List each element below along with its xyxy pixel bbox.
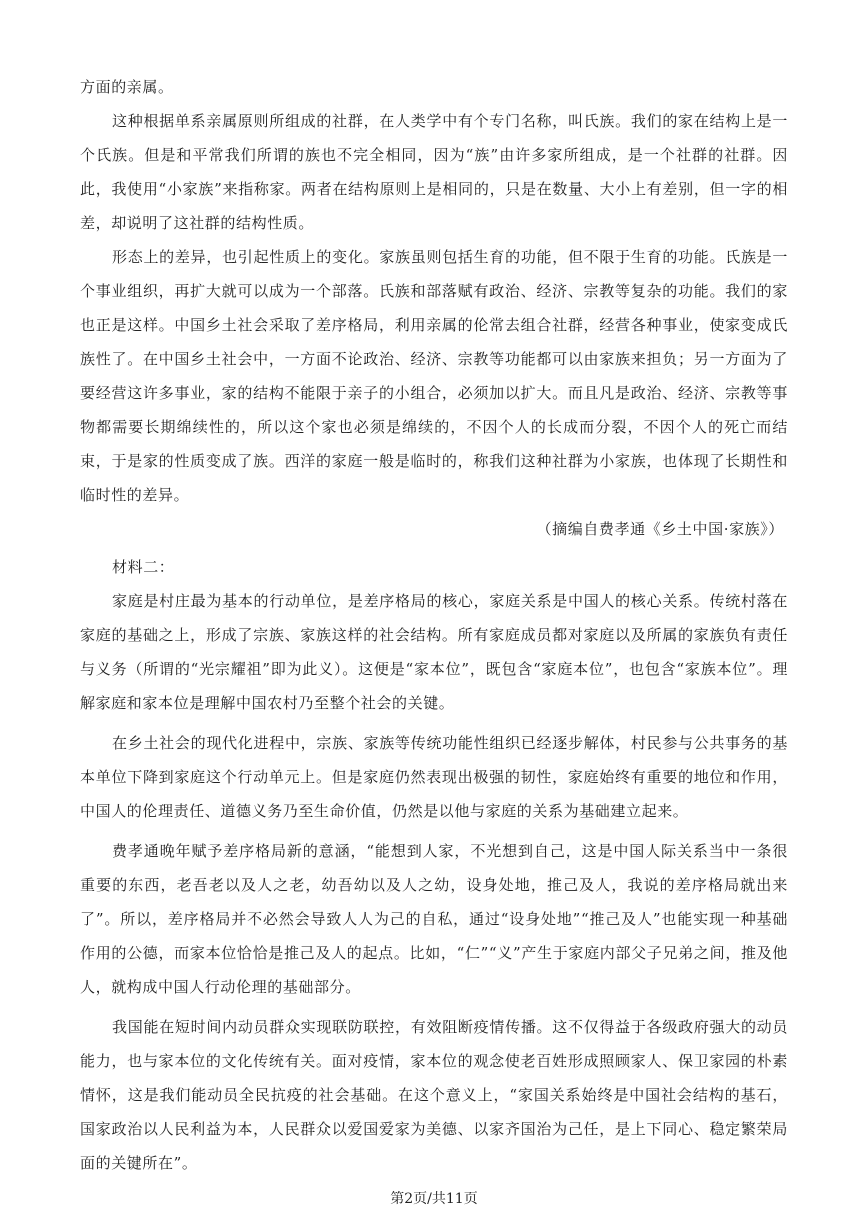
paragraph-family-unit: 家庭是村庄最为基本的行动单位，是差序格局的核心，家庭关系是中国人的核心关系。传统村落在家庭的基础之上，形成了宗族、家族这样的社会结构。所有家庭成员都对家庭以及所属的家族负有责任与义务（所谓的“光宗耀祖”即为此义）。这便是“家本位”，既包含“家庭本位”，也包含“家族本位”。理解家庭和家本位是理解中国农村乃至整个社会的关键。 xyxy=(80,592,788,712)
paragraph-modernization: 在乡土社会的现代化进程中，宗族、家族等传统功能性组织已经逐步解体，村民参与公共事务的基本单位下降到家庭这个行动单元上。但是家庭仍然表现出极强的韧性，家庭始终有重要的地位和作用，中国人的伦理责任、道德义务乃至生命价值，仍然是以他与家庭的关系为基础建立起来。 xyxy=(80,734,788,820)
document-body xyxy=(80,70,788,1180)
paragraph-clan-definition: 这种根据单系亲属原则所组成的社群，在人类学中有个专门名称，叫氏族。我们的家在结构上是一个氏族。但是和平常我们所谓的族也不完全相同，因为“族”由许多家所组成，是一个社群的社群。因此，我使用“小家族”来指称家。两者在结构原则上是相同的，只是在数量、大小上有差别，但一字的相差，却说明了这社群的结构性质。 xyxy=(80,112,788,232)
page-number: 第2页/共11页 xyxy=(390,1191,478,1207)
paragraph-continuation: 方面的亲属。 xyxy=(80,78,174,96)
source-citation: （摘编自费孝通《乡土中国·家族》） xyxy=(536,520,784,538)
paragraph-form-and-nature: 形态上的差异，也引起性质上的变化。家族虽则包括生育的功能，但不限于生育的功能。氏族是一个事业组织，再扩大就可以成为一个部落。氏族和部落赋有政治、经济、宗教等复杂的功能。我们的家也正是这样。中国乡土社会采取了差序格局，利用亲属的伦常去组合社群，经营各种事业，使家变成氏族性了。在中国乡土社会中，一方面不论政治、经济、宗教等功能都可以由家族来担负；另一方面为了要经营这许多事业，家的结构不能限于亲子的小组合，必须加以扩大。而且凡是政治、经济、宗教等事物都需要长期绵续性的，所以这个家也必须是绵续的，不因个人的长成而分裂，不因个人的死亡而结束，于是家的性质变成了族。西洋的家庭一般是临时的，称我们这种社群为小家族，也体现了长期性和临时性的差异。 xyxy=(80,248,788,504)
material-two-heading: 材料二： xyxy=(112,558,175,576)
paragraph-differential-order: 费孝通晚年赋予差序格局新的意涵，“能想到人家，不光想到自己，这是中国人际关系当中一条很重要的东西，老吾老以及人之老，幼吾幼以及人之幼，设身处地，推己及人，我说的差序格局就出来了”。所以，差序格局并不必然会导致人人为己的自私，通过“设身处地”“推己及人”也能实现一种基础作用的公德，而家本位恰恰是推己及人的起点。比如，“仁”“义”产生于家庭内部父子兄弟之间，推及他人，就构成中国人行动伦理的基础部分。 xyxy=(80,842,788,996)
paragraph-epidemic: 我国能在短时间内动员群众实现联防联控，有效阻断疫情传播。这不仅得益于各级政府强大的动员能力，也与家本位的文化传统有关。面对疫情，家本位的观念使老百姓形成照顾家人、保卫家园的朴素情怀，这是我们能动员全民抗疫的社会基础。在这个意义上，“家国关系始终是中国社会结构的基石，国家政治以人民利益为本，人民群众以爱国爱家为美德、以家齐国治为己任，是上下同心、稳定繁荣局面的关键所在”。 xyxy=(80,1018,788,1172)
